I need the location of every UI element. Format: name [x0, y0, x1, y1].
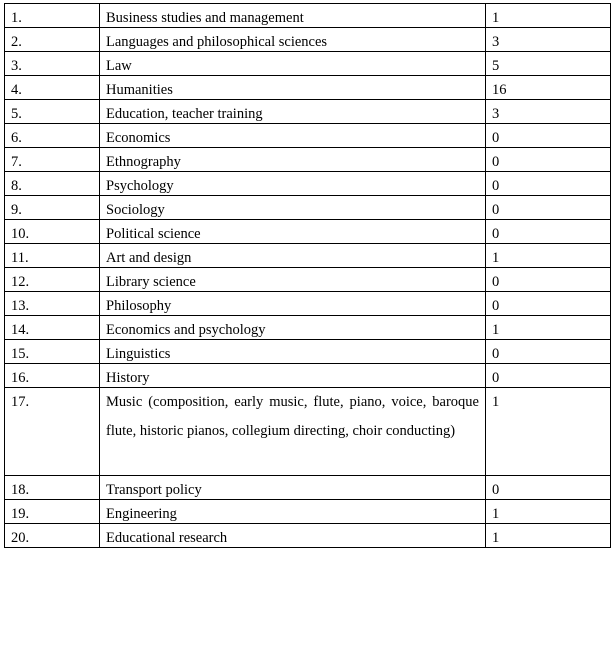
count-cell: 1: [486, 500, 611, 524]
count-cell: 3: [486, 100, 611, 124]
field-name-cell: Art and design: [100, 244, 486, 268]
table-row: [5, 364, 611, 388]
field-name-cell: Library science: [100, 268, 486, 292]
table-row: [5, 196, 611, 220]
count-cell: 0: [486, 292, 611, 316]
field-name-cell: Transport policy: [100, 476, 486, 500]
count-cell: 0: [486, 196, 611, 220]
count-cell: 0: [486, 476, 611, 500]
field-name-cell: Philosophy: [100, 292, 486, 316]
table-row: [5, 220, 611, 244]
row-number-cell: 2.: [5, 28, 100, 52]
table-row: [5, 4, 611, 28]
row-number-cell: 19.: [5, 500, 100, 524]
field-name-cell: Ethnography: [100, 148, 486, 172]
count-cell: 1: [486, 524, 611, 548]
row-number-cell: 8.: [5, 172, 100, 196]
row-number-cell: 6.: [5, 124, 100, 148]
table-row: [5, 316, 611, 340]
table-row: [5, 172, 611, 196]
table-row: [5, 524, 611, 548]
row-number-cell: 5.: [5, 100, 100, 124]
row-number-cell: 18.: [5, 476, 100, 500]
field-name-cell: Political science: [100, 220, 486, 244]
table-row: [5, 28, 611, 52]
row-number-cell: 11.: [5, 244, 100, 268]
count-cell: 0: [486, 124, 611, 148]
count-cell: 1: [486, 4, 611, 28]
field-name-cell: Law: [100, 52, 486, 76]
count-cell: 5: [486, 52, 611, 76]
row-number-cell: 12.: [5, 268, 100, 292]
row-number-cell: 1.: [5, 4, 100, 28]
fields-table-body: [5, 4, 611, 548]
field-name-cell: Educational research: [100, 524, 486, 548]
row-number-cell: 20.: [5, 524, 100, 548]
table-row: [5, 100, 611, 124]
count-cell: 0: [486, 364, 611, 388]
row-number-cell: 3.: [5, 52, 100, 76]
field-name-cell: Education, teacher training: [100, 100, 486, 124]
table-row: [5, 268, 611, 292]
table-row: [5, 124, 611, 148]
table-row: [5, 476, 611, 500]
row-number-cell: 10.: [5, 220, 100, 244]
field-name-cell: Economics and psychology: [100, 316, 486, 340]
table-row: [5, 388, 611, 476]
field-name-cell: Economics: [100, 124, 486, 148]
field-name-cell: Psychology: [100, 172, 486, 196]
table-row: [5, 292, 611, 316]
field-name-cell: Engineering: [100, 500, 486, 524]
field-name-cell: Sociology: [100, 196, 486, 220]
field-name-cell: Music (composition, early music, flute, piano, voice, baroque flute, historic pianos, collegium directing, choir conducting): [100, 388, 486, 476]
table-row: [5, 340, 611, 364]
row-number-cell: 4.: [5, 76, 100, 100]
count-cell: 0: [486, 268, 611, 292]
table-row: [5, 52, 611, 76]
table-row: [5, 500, 611, 524]
row-number-cell: 13.: [5, 292, 100, 316]
field-name-cell: Humanities: [100, 76, 486, 100]
row-number-cell: 16.: [5, 364, 100, 388]
field-name-cell: History: [100, 364, 486, 388]
count-cell: 1: [486, 244, 611, 268]
row-number-cell: 17.: [5, 388, 100, 476]
table-row: [5, 148, 611, 172]
row-number-cell: 14.: [5, 316, 100, 340]
count-cell: 1: [486, 388, 611, 476]
count-cell: 0: [486, 172, 611, 196]
count-cell: 0: [486, 148, 611, 172]
field-name-cell: Business studies and management: [100, 4, 486, 28]
table-row: [5, 76, 611, 100]
row-number-cell: 15.: [5, 340, 100, 364]
row-number-cell: 9.: [5, 196, 100, 220]
row-number-cell: 7.: [5, 148, 100, 172]
count-cell: 1: [486, 316, 611, 340]
table-row: [5, 244, 611, 268]
count-cell: 3: [486, 28, 611, 52]
field-name-cell: Linguistics: [100, 340, 486, 364]
count-cell: 16: [486, 76, 611, 100]
count-cell: 0: [486, 220, 611, 244]
field-name-cell: Languages and philosophical sciences: [100, 28, 486, 52]
count-cell: 0: [486, 340, 611, 364]
fields-table: [4, 3, 611, 548]
